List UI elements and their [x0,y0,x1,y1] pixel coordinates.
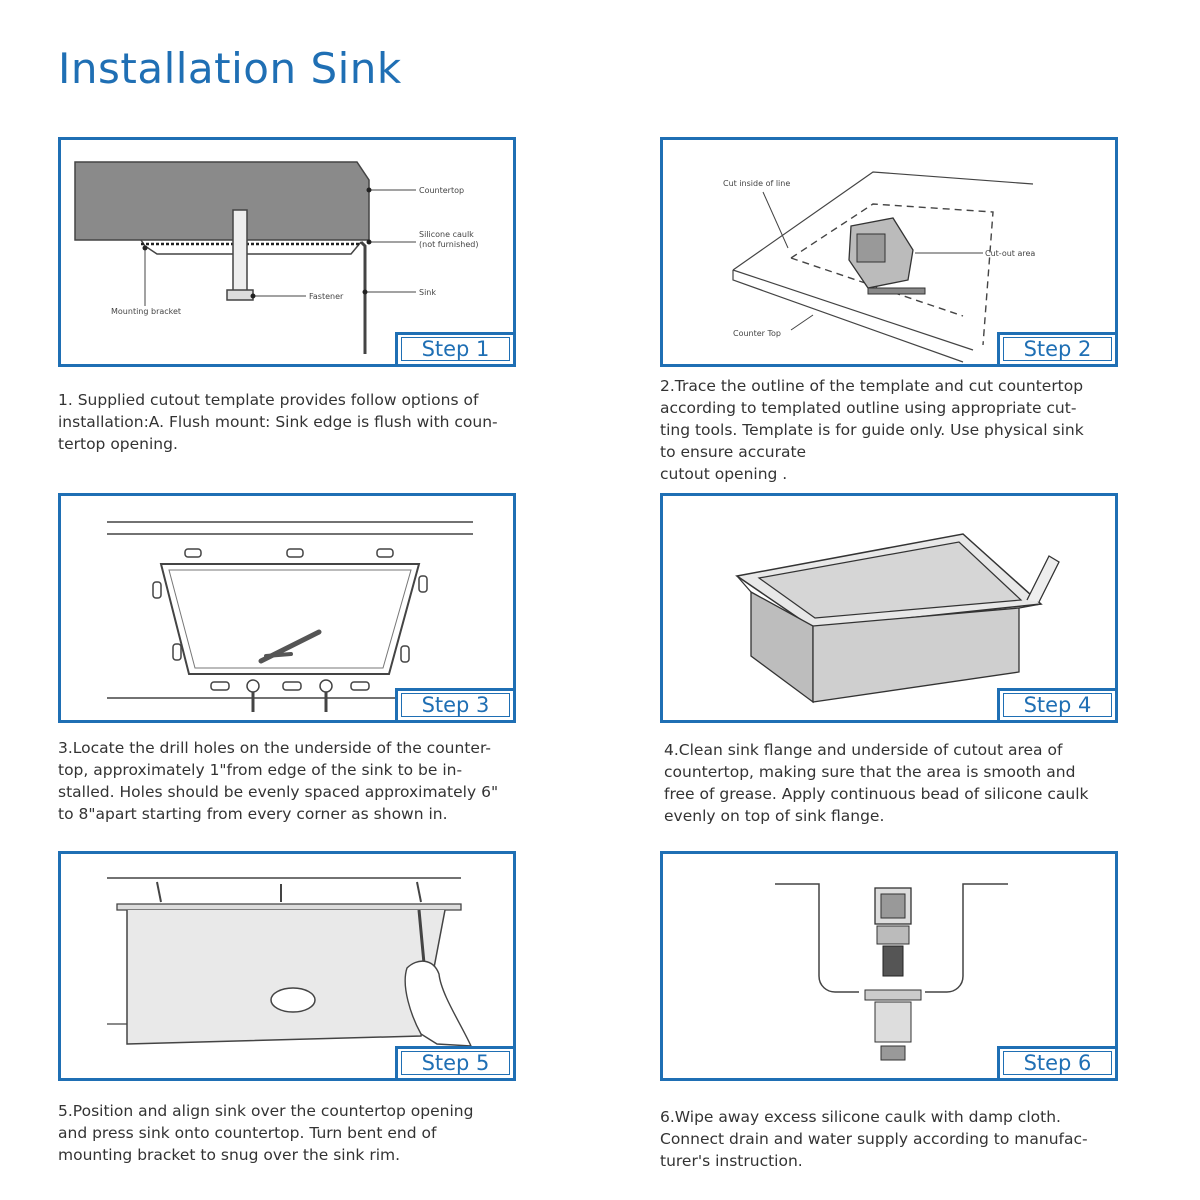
step-4-diagram [660,493,1118,723]
step-2-line-3: ting tools. Template is for guide only. Use physical sink [660,421,1084,439]
step-6-line-1: 6.Wipe away excess silicone caulk with damp cloth. [660,1108,1061,1126]
step-6-label: Step 6 [997,1046,1115,1078]
step-1-label: Step 1 [395,332,513,364]
step-2-line-1: 2.Trace the outline of the template and cut countertop [660,377,1084,395]
step-4-illustration [663,496,1115,720]
step-6-line-3: turer's instruction. [660,1152,803,1170]
step-1-illustration [61,140,513,364]
callout-silicone-caulk: Silicone caulk [419,230,474,239]
step-2-line-5: cutout opening . [660,465,788,483]
step-4-line-1: 4.Clean sink flange and underside of cutout area of [664,741,1063,759]
step-2-line-2: according to templated outline using appropriate cut- [660,399,1077,417]
step-5-description [58,1100,528,1166]
step-4-label: Step 4 [997,688,1115,720]
step-5-label: Step 5 [395,1046,513,1078]
step-3-description [58,737,528,825]
step-2-description [660,375,1130,485]
callout-counter-top: Counter Top [733,329,782,338]
step-6-description [660,1106,1130,1172]
callout-cut-out-area: Cut-out area [985,249,1036,258]
step-3-line-2: top, approximately 1"from edge of the sink to be in- [58,761,463,779]
step-6-illustration [663,854,1115,1078]
callout-countertop: Countertop [419,186,465,195]
step-4-line-2: countertop, making sure that the area is smooth and [664,763,1076,781]
step-4-line-3: free of grease. Apply continuous bead of silicone caulk [664,785,1089,803]
callout-sink: Sink [419,288,437,297]
callout-mounting-bracket: Mounting bracket [111,307,182,316]
step-1-line-3: tertop opening. [58,435,178,453]
step-1-diagram [58,137,516,367]
step-3-line-1: 3.Locate the drill holes on the underside of the counter- [58,739,491,757]
step-1-line-1: 1. Supplied cutout template provides follow options of [58,391,479,409]
step-4-description [664,739,1134,827]
callout-not-furnished: (not furnished) [419,240,479,249]
page-title: Installation Sink [58,44,402,93]
step-2-illustration [663,140,1115,364]
step-3-diagram [58,493,516,723]
step-5-diagram [58,851,516,1081]
step-5-illustration [61,854,513,1078]
step-6-diagram [660,851,1118,1081]
step-3-illustration [61,496,513,720]
step-1-line-2: installation:A. Flush mount: Sink edge is flush with coun- [58,413,498,431]
step-5-line-3: mounting bracket to snug over the sink rim. [58,1146,401,1164]
callout-fastener: Fastener [309,292,344,301]
step-2-diagram [660,137,1118,367]
step-2-label: Step 2 [997,332,1115,364]
step-5-line-2: and press sink onto countertop. Turn bent end of [58,1124,437,1142]
step-3-line-4: to 8"apart starting from every corner as shown in. [58,805,448,823]
step-4-line-4: evenly on top of sink flange. [664,807,885,825]
step-6-line-2: Connect drain and water supply according to manufac- [660,1130,1088,1148]
step-3-line-3: stalled. Holes should be evenly spaced approximately 6" [58,783,499,801]
step-5-line-1: 5.Position and align sink over the countertop opening [58,1102,474,1120]
step-3-label: Step 3 [395,688,513,720]
callout-cut-inside-of-line: Cut inside of line [723,179,791,188]
step-1-description [58,389,528,455]
step-2-line-4: to ensure accurate [660,443,807,461]
